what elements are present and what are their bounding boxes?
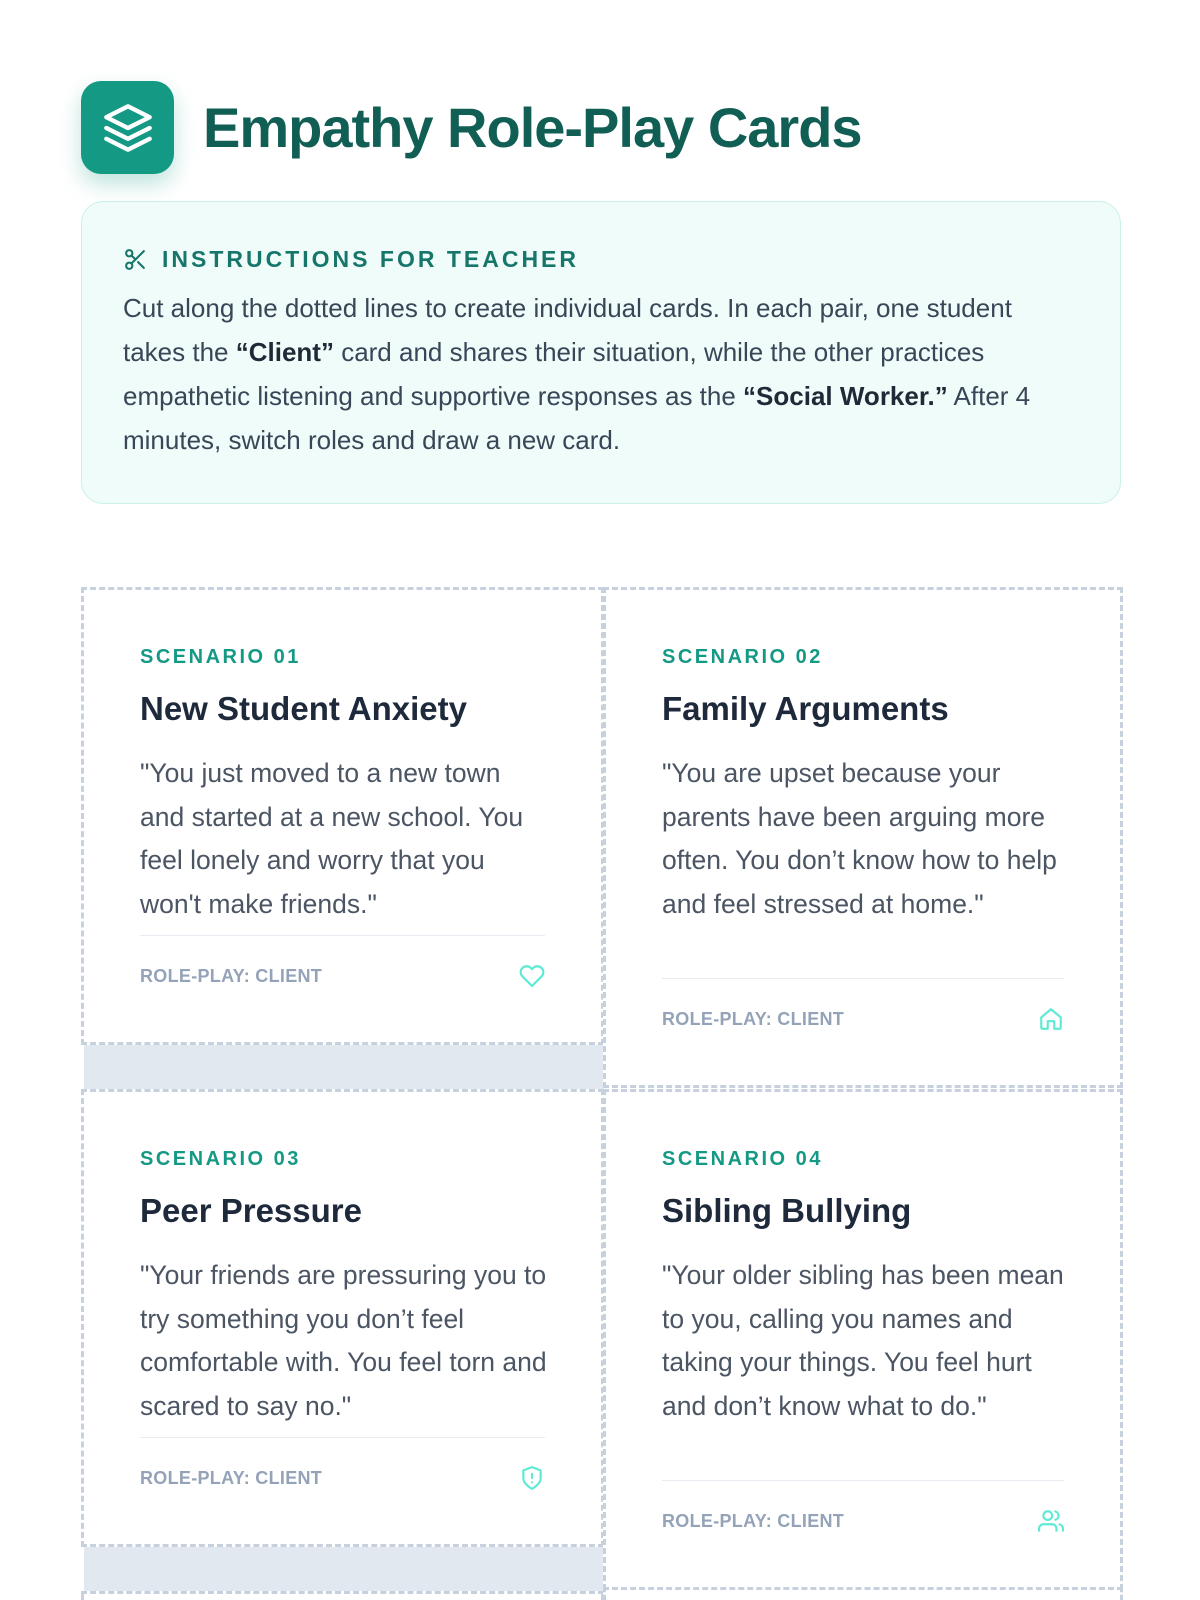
scenario-card bbox=[81, 1089, 604, 1547]
shield-alert-icon bbox=[519, 1465, 545, 1491]
role-label: ROLE-PLAY: CLIENT bbox=[140, 965, 323, 986]
scenario-title: Family Arguments bbox=[662, 690, 949, 727]
client-emphasis: “Client” bbox=[235, 337, 334, 367]
scenario-label: SCENARIO 02 bbox=[662, 646, 823, 668]
role-label: ROLE-PLAY: CLIENT bbox=[140, 1467, 323, 1488]
scenario-title: Sibling Bullying bbox=[662, 1192, 912, 1229]
page-title: Empathy Role-Play Cards bbox=[203, 95, 862, 159]
heart-icon bbox=[519, 963, 545, 989]
scenario-label: SCENARIO 01 bbox=[140, 646, 301, 668]
instructions-heading bbox=[123, 242, 1079, 276]
scenario-card-partial bbox=[603, 1587, 1123, 1600]
home-icon bbox=[1038, 1006, 1064, 1032]
scenario-quote: "You are upset because your parents have been arguing more often. You don’t know how to help and feel stressed at home." bbox=[662, 758, 1057, 919]
logo bbox=[81, 81, 174, 174]
scenario-card bbox=[603, 1089, 1123, 1590]
users-icon bbox=[1038, 1508, 1064, 1534]
instructions-text-part: card and shares their situation, while the other practices empathetic listening and supportive responses as the bbox=[123, 337, 985, 411]
scenario-quote: "Your older sibling has been mean to you, calling you names and taking your things. You feel hurt and don’t know what to do." bbox=[662, 1260, 1064, 1421]
card-gap bbox=[84, 1043, 604, 1091]
scenario-quote: "You just moved to a new town and started at a new school. You feel lonely and worry that you won't make friends." bbox=[140, 758, 524, 919]
instructions-panel bbox=[81, 201, 1121, 504]
card-footer bbox=[662, 1480, 1064, 1561]
scenario-title: New Student Anxiety bbox=[140, 690, 467, 727]
instructions-heading-text: INSTRUCTIONS FOR TEACHER bbox=[162, 245, 579, 272]
scenario-quote: "Your friends are pressuring you to try something you don’t feel comfortable with. You feel torn and scared to say no." bbox=[140, 1260, 547, 1421]
card-footer bbox=[140, 935, 545, 1016]
card-footer bbox=[662, 978, 1064, 1059]
instructions-text-part: After 4 minutes, switch roles and draw a new card. bbox=[123, 381, 1031, 455]
social-worker-emphasis: “Social Worker.” bbox=[743, 381, 948, 411]
layers-icon bbox=[102, 102, 154, 154]
scenario-card bbox=[81, 587, 604, 1045]
scenario-card-partial bbox=[81, 1591, 604, 1600]
instructions-text bbox=[123, 286, 1079, 462]
scenario-label: SCENARIO 04 bbox=[662, 1148, 823, 1170]
scissors-icon bbox=[123, 247, 148, 272]
role-label: ROLE-PLAY: CLIENT bbox=[662, 1510, 845, 1531]
scenario-label: SCENARIO 03 bbox=[140, 1148, 301, 1170]
instructions-text-part: Cut along the dotted lines to create individual cards. In each pair, one student takes the bbox=[123, 293, 1012, 367]
card-footer bbox=[140, 1437, 545, 1518]
role-label: ROLE-PLAY: CLIENT bbox=[662, 1008, 845, 1029]
scenario-title: Peer Pressure bbox=[140, 1192, 362, 1229]
page-header bbox=[81, 81, 862, 174]
scenario-card bbox=[603, 587, 1123, 1088]
